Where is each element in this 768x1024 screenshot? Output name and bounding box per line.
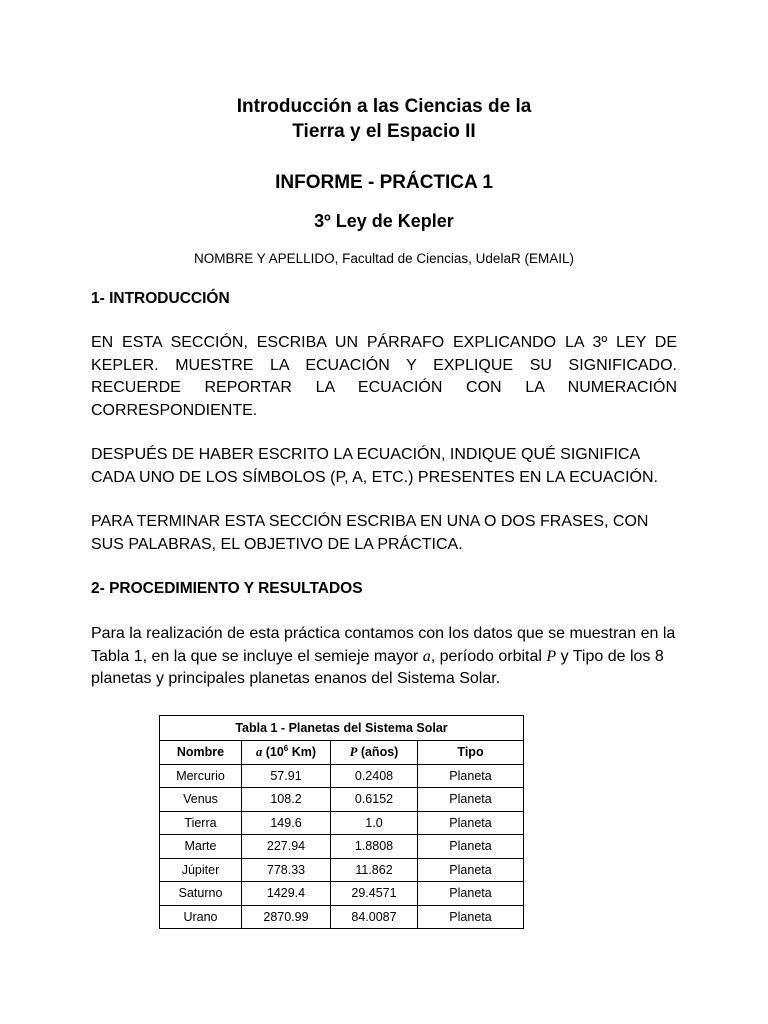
table-row [160, 788, 524, 812]
report-subtitle: 3º Ley de Kepler [314, 211, 454, 231]
cell-a: 778.33 [242, 858, 331, 882]
section-2-heading: 2- PROCEDIMIENTO Y RESULTADOS [91, 580, 363, 597]
section-1-paragraph-1: EN ESTA SECCIÓN, ESCRIBA UN PÁRRAFO EXPLICANDO LA 3º LEY DE KEPLER. MUESTRE LA ECUACIÓN Y EXPLIQUE SU SIGNIFICADO. RECUERDE REPORTAR LA ECUACIÓN CON LA NUMERACIÓN CORRESPONDIENTE. [91, 334, 677, 419]
table-caption: Tabla 1 - Planetas del Sistema Solar [160, 716, 524, 741]
cell-a: 149.6 [242, 811, 331, 835]
table-row [160, 882, 524, 906]
cell-nombre: Urano [160, 905, 242, 929]
section-1-paragraph-3: PARA TERMINAR ESTA SECCIÓN ESCRIBA EN UNA O DOS FRASES, CON SUS PALABRAS, EL OBJETIVO DE LA PRÁCTICA. [91, 513, 649, 553]
cell-nombre: Tierra [160, 811, 242, 835]
symbol-p: P [546, 647, 557, 665]
cell-tipo: Planeta [418, 835, 524, 859]
col-header-nombre: Nombre [160, 741, 242, 765]
title-line-1: Introducción a las Ciencias de la [236, 96, 532, 117]
cell-p: 11.862 [331, 858, 418, 882]
cell-tipo: Planeta [418, 811, 524, 835]
section-2-text-1: Para la realización de esta práctica contamos con los datos que se muestran en la Tabla 1, en la que se incluye el semieje mayor [91, 625, 676, 665]
cell-p: 29.4571 [331, 882, 418, 906]
author-line: NOMBRE Y APELLIDO, Facultad de Ciencias, UdelaR (EMAIL) [194, 251, 574, 266]
cell-tipo: Planeta [418, 882, 524, 906]
header-a-unit-post: Km) [291, 745, 317, 760]
cell-p: 1.0 [331, 811, 418, 835]
cell-nombre: Mercurio [160, 764, 242, 788]
cell-p: 84.0087 [331, 905, 418, 929]
section-2-text-2: , período orbital [430, 647, 547, 665]
cell-tipo: Planeta [418, 858, 524, 882]
cell-a: 2870.99 [242, 905, 331, 929]
cell-a: 57.91 [242, 764, 331, 788]
col-header-tipo: Tipo [418, 741, 524, 765]
cell-p: 0.2408 [331, 764, 418, 788]
section-1-paragraph-2: DESPUÉS DE HABER ESCRITO LA ECUACIÓN, INDIQUE QUÉ SIGNIFICA CADA UNO DE LOS SÍMBOLOS (P, A, ETC.) PRESENTES EN LA ECUACIÓN. [91, 446, 658, 486]
report-title: INFORME - PRÁCTICA 1 [275, 172, 493, 193]
cell-tipo: Planeta [418, 788, 524, 812]
cell-tipo: Planeta [418, 764, 524, 788]
cell-nombre: Saturno [160, 882, 242, 906]
cell-a: 108.2 [242, 788, 331, 812]
cell-tipo: Planeta [418, 905, 524, 929]
planets-table [159, 715, 524, 929]
header-symbol-p: P [349, 744, 358, 759]
cell-p: 0.6152 [331, 788, 418, 812]
table-row [160, 905, 524, 929]
header-p-unit: (años) [360, 744, 399, 759]
table-row [160, 764, 524, 788]
cell-a: 227.94 [242, 835, 331, 859]
col-header-a [242, 741, 331, 765]
document-title [0, 94, 768, 144]
section-2-paragraph-1 [91, 623, 677, 691]
symbol-a: a [422, 647, 431, 665]
header-symbol-a: a [255, 745, 263, 760]
cell-nombre: Júpiter [160, 858, 242, 882]
table-row [160, 835, 524, 859]
section-1-heading: 1- INTRODUCCIÓN [91, 290, 230, 307]
header-a-unit-pre: (10 [265, 745, 284, 760]
cell-a: 1429.4 [242, 882, 331, 906]
cell-nombre: Venus [160, 788, 242, 812]
col-header-p [331, 741, 418, 765]
header-a-unit-exp: 6 [283, 744, 289, 754]
cell-nombre: Marte [160, 835, 242, 859]
table-row [160, 811, 524, 835]
title-line-2: Tierra y el Espacio II [292, 121, 476, 142]
cell-p: 1.8808 [331, 835, 418, 859]
table-row [160, 858, 524, 882]
section-2-text-3: y Tipo de los 8 planetas y principales planetas enanos del Sistema Solar. [91, 647, 664, 687]
